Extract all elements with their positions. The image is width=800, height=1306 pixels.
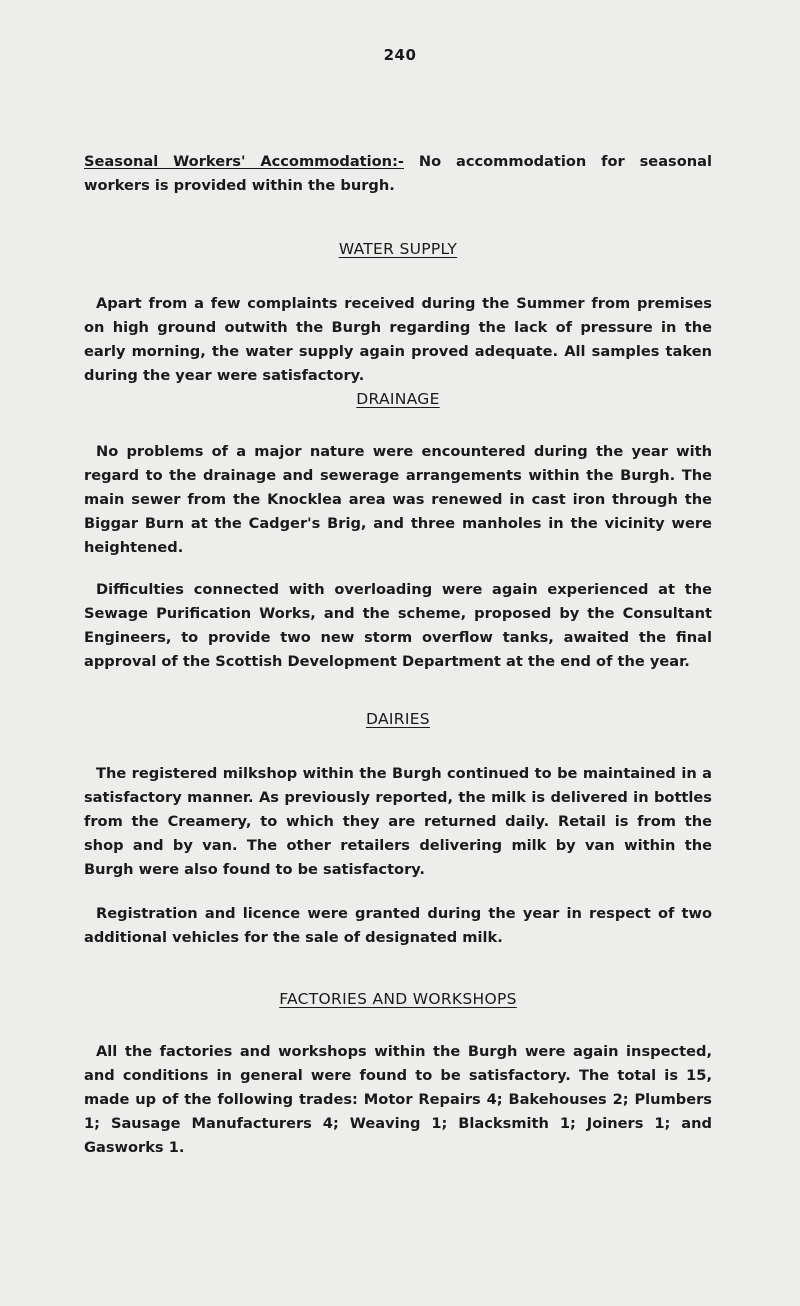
seasonal-workers-paragraph (84, 150, 712, 198)
dairies-heading (84, 710, 712, 728)
factories-heading (84, 990, 712, 1008)
dairies-paragraph-2: Registration and licence were granted during the year in respect of two additional vehicles for the sale of designated milk. (84, 905, 712, 946)
water-supply-heading (84, 240, 712, 258)
dairies-heading-text: DAIRIES (366, 710, 430, 728)
drainage-heading (84, 390, 712, 408)
drainage-heading-text: DRAINAGE (356, 390, 440, 408)
factories-paragraph: All the factories and workshops within the Burgh were again inspected, and conditions in general were found to be satisfactory. The total is 15, made up of the following trades: Motor Repairs 4; Bakehouses 2; Plumbers 1; Sausage Manufacturers 4; Weaving 1; Blacksmith 1; Joiners 1; and Gasworks 1. (84, 1043, 712, 1156)
dairies-paragraph-1: The registered milkshop within the Burgh continued to be maintained in a satisfactory manner. As previously reported, the milk is delivered in bottles from the Creamery, to which they are returned daily. Retail is from the shop and by van. The other retailers delivering milk by van within the Burgh were also found to be satisfactory. (84, 765, 712, 878)
page-number: 240 (383, 46, 417, 64)
water-supply-heading-text: WATER SUPPLY (338, 240, 458, 258)
seasonal-workers-heading: Seasonal Workers' Accommodation:- (84, 153, 404, 170)
drainage-paragraph-1: No problems of a major nature were encountered during the year with regard to the drainage and sewerage arrangements within the Burgh. The main sewer from the Knocklea area was renewed in cast iron through the Biggar Burn at the Cadger's Brig, and three manholes in the vicinity were heightened. (84, 443, 712, 556)
seasonal-workers-text: No accommodation for seasonal workers is provided within the burgh. (84, 153, 712, 194)
water-supply-paragraph: Apart from a few complaints received during the Summer from premises on high ground outwith the Burgh regarding the lack of pressure in the early morning, the water supply again proved adequate. All samples taken during the year were satisfactory. (84, 295, 712, 384)
drainage-paragraph-2: Difficulties connected with overloading were again experienced at the Sewage Purification Works, and the scheme, proposed by the Consultant Engineers, to provide two new storm overflow tanks, awaited the final approval of the Scottish Development Department at the end of the year. (84, 581, 712, 670)
factories-heading-text: FACTORIES AND WORKSHOPS (279, 990, 517, 1008)
